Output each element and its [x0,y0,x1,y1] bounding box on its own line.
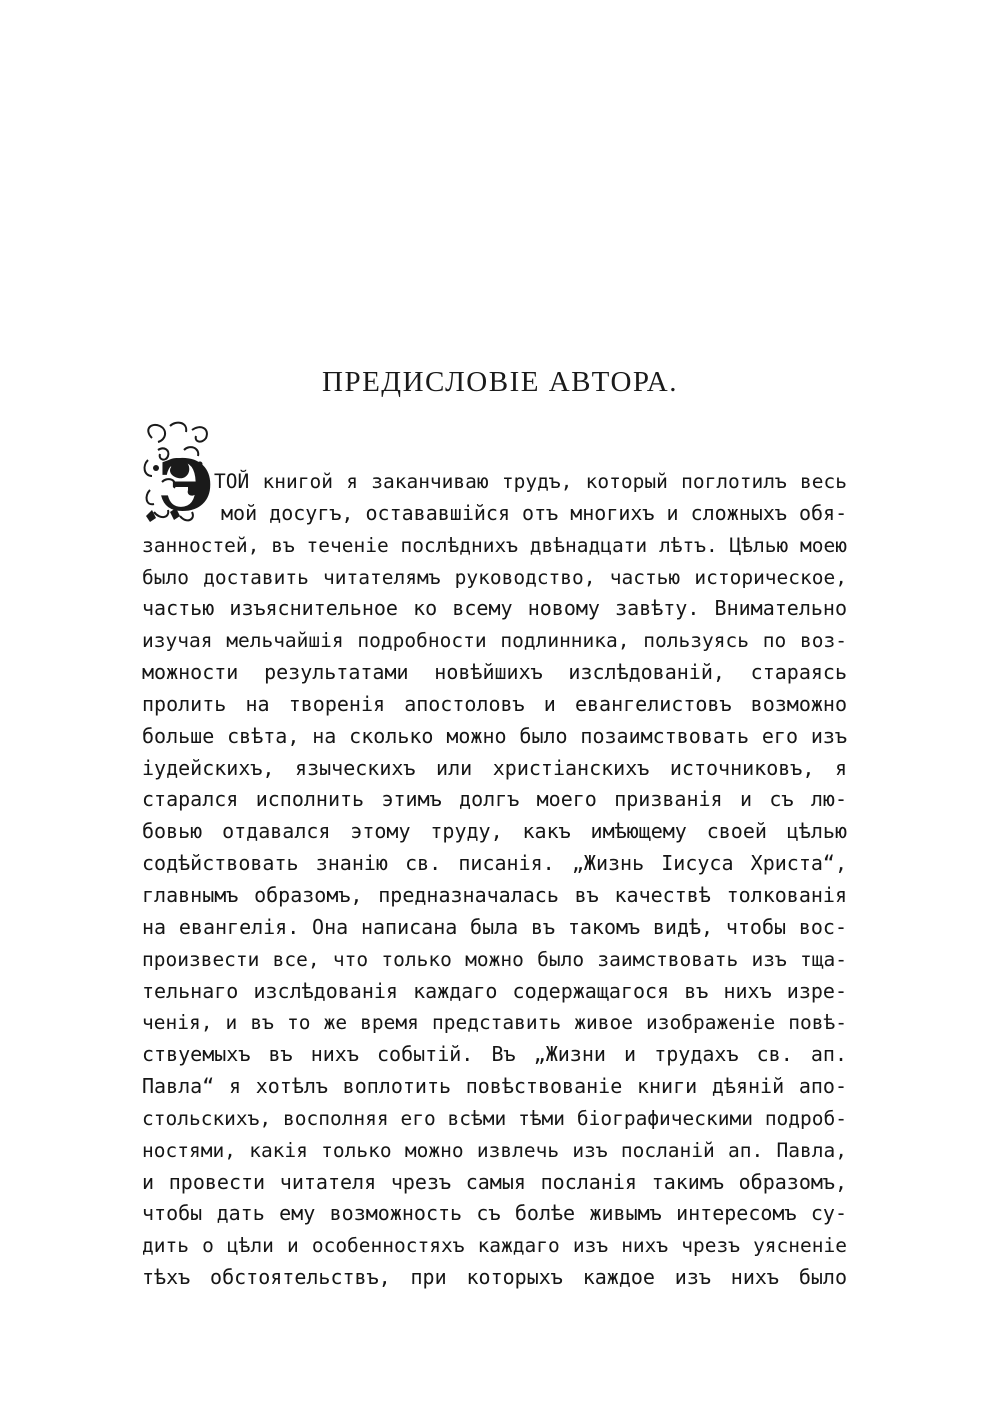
text-line: дить о цѣли и особенностяхъ каждаго изъ нихъ чрезъ уясненіе [142,1234,847,1258]
text-line: содѣйствовать знанію св. писанія. „Жизнь Іисуса Христа“, [142,851,847,876]
text-line: и провести читателя чрезъ самыя посланія такимъ образомъ, [142,1169,847,1194]
text-line: ностями, какія только можно извлечь изъ посланій ап. Павла, [142,1138,847,1162]
text-line: произвести все, что только можно было заимствовать изъ тща- [142,947,847,971]
text-line: Павла“ я хотѣлъ воплотить повѣствованіе книги дѣяній апо- [142,1074,847,1099]
text-line: занностей, въ теченіе послѣднихъ двѣнадцати лѣтъ. Цѣлью моею [142,533,847,557]
text-line: ТОЙ книгой я заканчиваю трудъ, который поглотилъ весь [214,470,847,493]
text-line: изучая мельчайшія подробности подлинника, пользуясь по воз- [142,629,847,653]
text-line: главнымъ образомъ, предназначалась въ качествѣ толкованія [142,882,847,907]
text-line: пролить на творенія апостоловъ и евангелистовъ возможно [142,691,847,716]
text-line: стольскихъ, восполняя его всѣми тѣми біографическими подроб- [142,1106,847,1130]
text-line: мой досугъ, остававшійся отъ многихъ и сложныхъ обя- [221,500,847,525]
text-line: старался исполнить этимъ долгъ моего призванія и съ лю- [142,787,847,812]
text-line: частью изъяснительное ко всему новому завѣту. Внимательно [142,596,847,621]
initial-letter: Э [158,444,214,527]
page-title: ПРЕДИСЛОВІЕ АВТОРА. [322,366,678,398]
text-line: чтобы дать ему возможность съ болѣе живымъ интересомъ су- [142,1201,847,1226]
text-line: можности результатами новѣйшихъ изслѣдованій, стараясь [142,660,847,685]
body-text [142,466,847,1294]
text-line: бовью отдавался этому труду, какъ имѣющему своей цѣлью [142,819,847,844]
text-line: тѣхъ обстоятельствъ, при которыхъ каждое изъ нихъ было [142,1265,847,1290]
text-line: іудейскихъ, языческихъ или христіанскихъ источниковъ, я [142,755,847,780]
text-line: было доставить читателямъ руководство, частью историческое, [142,565,847,589]
text-line: больше свѣта, на сколько можно было позаимствовать его изъ [142,723,847,748]
text-line: ствуемыхъ въ нихъ событій. Въ „Жизни и трудахъ св. ап. [142,1042,847,1067]
text-line: на евангелія. Она написана была въ такомъ видѣ, чтобы вос- [142,914,847,939]
text-line: тельнаго изслѣдованія каждаго содержащагося въ нихъ изре- [142,978,847,1003]
text-line: ченія, и въ то же время представить живое изображеніе повѣ- [142,1011,847,1035]
